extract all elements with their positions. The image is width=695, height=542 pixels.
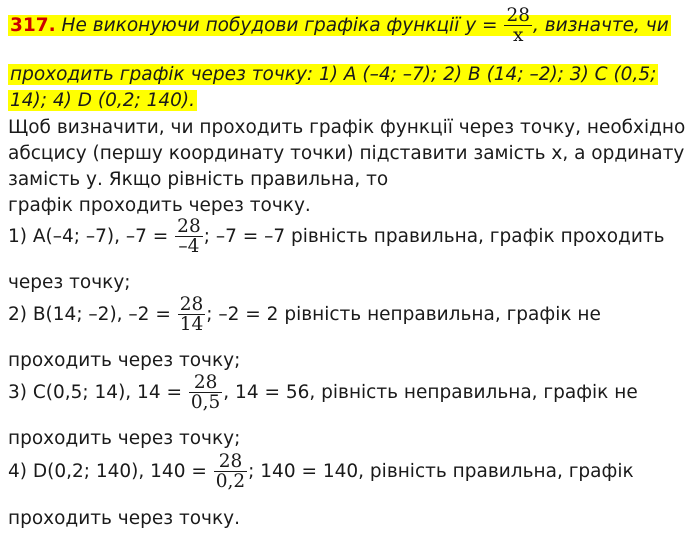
task-highlight-1 <box>8 5 671 47</box>
solution-1-denominator: –4 <box>178 236 200 258</box>
solution-1-after: ; –7 = –7 рівність правильна, графік проходить <box>203 225 665 247</box>
solution-2-after: ; –2 = 2 рівність неправильна, графік не <box>206 303 601 325</box>
solution-3 <box>8 373 638 413</box>
task-fraction-denominator: x <box>512 25 524 47</box>
task-line-1 <box>8 6 671 46</box>
explanation-line-1: Щоб визначити, чи проходить графік функції через точку, необхідно <box>8 117 686 138</box>
task-after-fraction: , визначте, чи <box>532 14 669 36</box>
solution-4 <box>8 452 634 492</box>
solution-1-continuation: через точку; <box>8 272 131 293</box>
solution-2-before: 2) В(14; –2), –2 = <box>8 303 171 325</box>
task-line-3 <box>8 90 197 111</box>
task-number: 317. <box>10 14 56 36</box>
solution-2-fraction <box>178 295 206 335</box>
solution-4-numerator: 28 <box>214 452 247 472</box>
solution-1 <box>8 217 665 257</box>
task-highlight-3: 14); 4) D (0,2; 140). <box>10 90 196 111</box>
explanation-line-2: абсцису (першу координату точки) підставити замість х, а ординату <box>8 143 685 164</box>
solution-3-numerator: 28 <box>189 373 222 393</box>
explanation-line-4: графік проходить через точку. <box>8 195 311 216</box>
solution-4-before: 4) D(0,2; 140), 140 = <box>8 460 207 482</box>
solution-2-denominator: 14 <box>179 314 204 336</box>
task-fraction <box>504 6 532 46</box>
solution-3-before: 3) С(0,5; 14), 14 = <box>8 381 182 403</box>
solution-1-numerator: 28 <box>177 216 201 237</box>
task-lead: Не виконуючи побудови графіка функції у = <box>61 14 498 36</box>
solution-2 <box>8 295 601 335</box>
solution-3-fraction <box>189 373 222 413</box>
explanation-line-3: замість у. Якщо рівність правильна, то <box>8 169 389 190</box>
solution-1-fraction <box>175 217 203 257</box>
task-fraction-numerator: 28 <box>506 5 530 26</box>
solution-4-denominator: 0,2 <box>215 471 246 493</box>
solution-2-continuation: проходить через точку; <box>8 350 241 371</box>
task-line-2 <box>8 64 658 85</box>
solution-3-denominator: 0,5 <box>190 392 221 414</box>
solution-4-fraction <box>214 452 247 492</box>
solution-3-after: , 14 = 56, рівність неправильна, графік не <box>223 381 638 403</box>
task-highlight-2: проходить графік через точку: 1) А (–4; –7); 2) В (14; –2); 3) С (0,5; <box>10 64 657 85</box>
solution-4-after: ; 140 = 140, рівність правильна, графік <box>248 460 634 482</box>
solution-4-continuation: проходить через точку. <box>8 508 240 529</box>
solution-1-before: 1) А(–4; –7), –7 = <box>8 225 169 247</box>
solution-2-numerator: 28 <box>179 294 204 315</box>
solution-3-continuation: проходить через точку; <box>8 428 241 449</box>
